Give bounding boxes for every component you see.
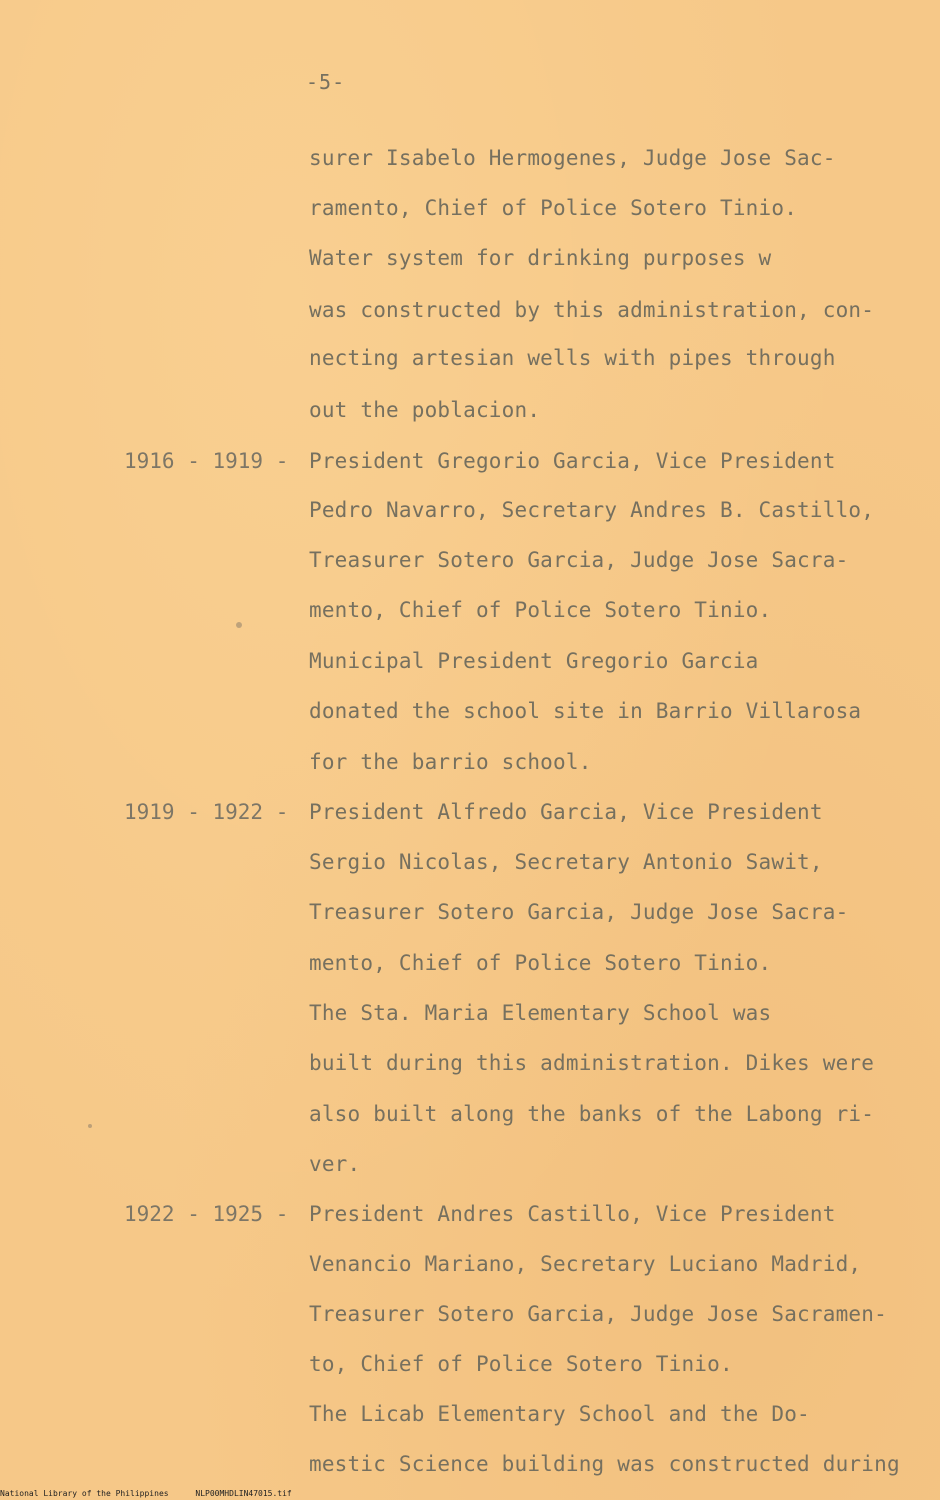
text-line: Treasurer Sotero Garcia, Judge Jose Sacra- — [309, 548, 849, 572]
text-line: mestic Science building was constructed during — [309, 1452, 900, 1476]
text-line: out the poblacion. — [309, 398, 541, 422]
text-line: for the barrio school. — [309, 750, 592, 774]
term-date: 1916 - 1919 - — [124, 449, 289, 473]
text-line: President Alfredo Garcia, Vice President — [309, 800, 823, 824]
text-line: Venancio Mariano, Secretary Luciano Madrid, — [309, 1252, 862, 1276]
text-line: ramento, Chief of Police Sotero Tinio. — [309, 196, 798, 220]
text-line: Treasurer Sotero Garcia, Judge Jose Sacra- — [309, 900, 849, 924]
text-line: President Gregorio Garcia, Vice President — [309, 449, 836, 473]
text-line: necting artesian wells with pipes through — [309, 346, 836, 370]
text-line: Pedro Navarro, Secretary Andres B. Castillo, — [309, 498, 875, 522]
text-line: ver. — [309, 1152, 361, 1176]
text-line: built during this administration. Dikes were — [309, 1051, 875, 1075]
page-number: -5- — [306, 70, 346, 94]
text-line: was constructed by this administration, con- — [309, 298, 875, 322]
text-line: donated the school site in Barrio Villarosa — [309, 699, 862, 723]
text-line: Water system for drinking purposes w — [309, 246, 772, 270]
text-line: Treasurer Sotero Garcia, Judge Jose Sacramen- — [309, 1302, 887, 1326]
archive-footer — [0, 1489, 314, 1498]
text-line: The Sta. Maria Elementary School was — [309, 1001, 772, 1025]
paper-speck — [236, 622, 242, 628]
text-line: Sergio Nicolas, Secretary Antonio Sawit, — [309, 850, 823, 874]
paper-speck — [88, 1124, 92, 1128]
text-line: to, Chief of Police Sotero Tinio. — [309, 1352, 733, 1376]
text-line: also built along the banks of the Labong ri- — [309, 1102, 875, 1126]
text-line: Municipal President Gregorio Garcia — [309, 649, 759, 673]
text-line: mento, Chief of Police Sotero Tinio. — [309, 598, 772, 622]
text-line: President Andres Castillo, Vice President — [309, 1202, 836, 1226]
text-line: The Licab Elementary School and the Do- — [309, 1402, 810, 1426]
text-line: mento, Chief of Police Sotero Tinio. — [309, 951, 772, 975]
footer-library: National Library of the Philippines — [0, 1489, 169, 1498]
term-date: 1922 - 1925 - — [124, 1202, 289, 1226]
term-date: 1919 - 1922 - — [124, 800, 289, 824]
footer-file: NLP00MHDLIN47015.tif — [195, 1489, 292, 1498]
text-line: surer Isabelo Hermogenes, Judge Jose Sac- — [309, 146, 836, 170]
